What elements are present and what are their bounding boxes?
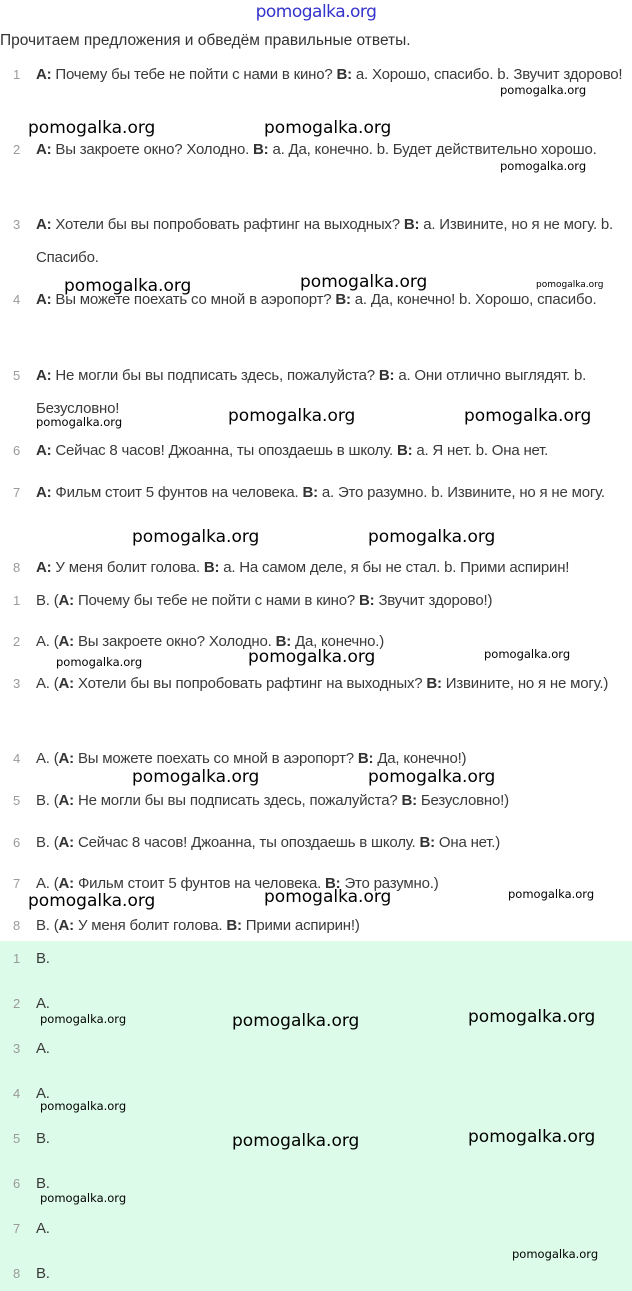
item-text: B. (A: Не могли бы вы подписать здесь, пожалуйста? B: Безусловно!)	[36, 792, 509, 809]
answer-letter: B.	[36, 792, 50, 809]
task-intro: Прочитаем предложения и обведём правильные ответы.	[0, 32, 411, 49]
watermark: pomogalka.org	[368, 527, 496, 547]
question-text: Не могли бы вы подписать здесь, пожалуйста?	[55, 367, 375, 384]
options-text: а. Хорошо, спасибо. b. Звучит здорово!	[355, 66, 623, 83]
answer-letter: A.	[36, 633, 50, 650]
answer-text: Извините, но я не могу.)	[445, 675, 609, 692]
item-number: 7	[13, 876, 21, 891]
speaker-a-label: A:	[36, 484, 52, 501]
speaker-a-label: A:	[36, 367, 52, 384]
speaker-b-label: B:	[325, 875, 341, 892]
explained-item	[0, 667, 630, 700]
speaker-b-label: B:	[335, 291, 351, 308]
watermark: pomogalka.org	[468, 1007, 596, 1027]
speaker-b-label: B:	[401, 792, 417, 809]
answer-text: Это разумно.)	[344, 875, 439, 892]
watermark: pomogalka.org	[508, 887, 595, 901]
answer-letter: B.	[36, 917, 50, 934]
speaker-a-label: A:	[58, 875, 74, 892]
question-text: Вы можете поехать со мной в аэропорт?	[55, 291, 332, 308]
item-number: 2	[13, 996, 21, 1011]
answer-letter: A.	[36, 1085, 50, 1102]
speaker-a-label: A:	[36, 291, 52, 308]
answer-letter: A.	[36, 675, 50, 692]
answer-text: Да, конечно.)	[294, 633, 385, 650]
answer-letter: A.	[36, 750, 50, 767]
watermark: pomogalka.org	[36, 415, 123, 429]
item-text: B. (A: У меня болит голова. B: Прими аспирин!)	[36, 917, 360, 934]
speaker-a-label: A:	[36, 559, 52, 576]
watermark: pomogalka.org	[132, 527, 260, 547]
watermark: pomogalka.org	[228, 406, 356, 426]
speaker-b-label: B:	[396, 442, 413, 459]
watermark: pomogalka.org	[64, 276, 192, 296]
options-text: а. На самом деле, я бы не стал. b. Прими аспирин!	[223, 559, 570, 576]
speaker-b-label: B:	[302, 484, 318, 501]
speaker-a-label: A:	[58, 675, 74, 692]
item-number: 7	[13, 485, 21, 500]
item-text	[36, 208, 630, 274]
item-number: 4	[13, 292, 21, 307]
explained-item	[0, 826, 630, 859]
speaker-a-label: A:	[58, 633, 74, 650]
answer-letter: B.	[36, 1130, 50, 1147]
watermark: pomogalka.org	[500, 83, 587, 97]
options-text: а. Я нет. b. Она нет.	[416, 442, 549, 459]
watermark: pomogalka.org	[40, 1012, 127, 1026]
options-text: а. Это разумно. b. Извините, но я не могу.	[321, 484, 605, 501]
item-text: B. (A: Почему бы тебе не пойти с нами в кино? B: Звучит здорово!)	[36, 592, 493, 609]
speaker-b-label: B:	[419, 834, 435, 851]
item-text	[36, 1032, 630, 1065]
item-number: 4	[13, 751, 21, 766]
item-number: 5	[13, 368, 21, 383]
explained-item	[0, 909, 630, 942]
options-text: а. Они отлично выглядят. b. Безусловно!	[36, 367, 587, 417]
speaker-a-label: A:	[36, 442, 52, 459]
answer-letter: B.	[36, 834, 50, 851]
question-text: Сейчас 8 часов! Джоанна, ты опоздаешь в школу.	[77, 834, 416, 851]
options-text: а. Да, конечно. b. Будет действительно хорошо.	[272, 141, 597, 158]
item-text: A. (A: Фильм стоит 5 фунтов на человека. B: Это разумно.)	[36, 875, 439, 892]
speaker-a-label: A:	[58, 834, 74, 851]
question-text: Почему бы тебе не пойти с нами в кино?	[77, 592, 356, 609]
site-logo[interactable]: pomogalka.org	[255, 2, 377, 22]
watermark: pomogalka.org	[28, 118, 156, 138]
watermark: pomogalka.org	[264, 887, 392, 907]
watermark: pomogalka.org	[368, 767, 496, 787]
speaker-b-label: B:	[226, 917, 242, 934]
speaker-b-label: B:	[426, 675, 442, 692]
answer-item	[0, 942, 630, 975]
speaker-a-label: A:	[58, 792, 74, 809]
watermark: pomogalka.org	[484, 647, 571, 661]
speaker-b-label: B:	[378, 367, 395, 384]
question-text: Вы можете поехать со мной в аэропорт?	[77, 750, 354, 767]
watermark: pomogalka.org	[232, 1011, 360, 1031]
question-text: Фильм стоит 5 фунтов на человека.	[77, 875, 322, 892]
watermark: pomogalka.org	[56, 655, 143, 669]
watermark: pomogalka.org	[300, 272, 428, 292]
item-number: 2	[13, 634, 21, 649]
speaker-a-label: A:	[36, 66, 52, 83]
item-number: 5	[13, 1131, 21, 1146]
question-text: Почему бы тебе не пойти с нами в кино?	[55, 66, 333, 83]
item-text: A. (A: Вы закроете окно? Холодно. B: Да, конечно.)	[36, 633, 385, 650]
watermark: pomogalka.org	[500, 159, 587, 173]
item-text	[36, 551, 630, 584]
question-text: Вы закроете окно? Холодно.	[55, 141, 250, 158]
item-text	[36, 476, 630, 509]
answer-letter: B.	[36, 1265, 50, 1282]
answer-item	[0, 1212, 630, 1245]
answer-text: Звучит здорово!)	[378, 592, 493, 609]
explained-item	[0, 584, 630, 617]
question-text: У меня болит голова.	[55, 559, 200, 576]
item-number: 1	[13, 951, 21, 966]
exercise-item	[0, 551, 630, 584]
item-text	[36, 1257, 630, 1290]
answer-letter: B.	[36, 1175, 50, 1192]
item-text	[36, 1212, 630, 1245]
watermark: pomogalka.org	[28, 891, 156, 911]
exercise-item	[0, 476, 630, 509]
speaker-a-label: A:	[58, 750, 74, 767]
answer-text: Да, конечно!)	[377, 750, 467, 767]
exercise-item	[0, 208, 630, 274]
question-text: У меня болит голова.	[77, 917, 223, 934]
item-number: 5	[13, 793, 21, 808]
watermark: pomogalka.org	[40, 1191, 127, 1205]
speaker-b-label: B:	[403, 216, 420, 233]
question-text: Хотели бы вы попробовать рафтинг на выходных?	[77, 675, 423, 692]
speaker-b-label: B:	[203, 559, 220, 576]
item-number: 8	[13, 918, 21, 933]
question-text: Сейчас 8 часов! Джоанна, ты опоздаешь в школу.	[55, 442, 393, 459]
answer-letter: A.	[36, 1040, 50, 1057]
question-text: Хотели бы вы попробовать рафтинг на выходных?	[55, 216, 400, 233]
item-number: 6	[13, 443, 21, 458]
item-number: 7	[13, 1221, 21, 1236]
watermark: pomogalka.org	[40, 1099, 127, 1113]
speaker-b-label: B:	[253, 141, 269, 158]
item-number: 3	[13, 1041, 21, 1056]
answer-item	[0, 1257, 630, 1290]
speaker-a-label: A:	[58, 592, 74, 609]
item-text: B. (A: Сейчас 8 часов! Джоанна, ты опоздаешь в школу. B: Она нет.)	[36, 834, 501, 851]
item-text	[36, 942, 630, 975]
speaker-a-label: A:	[58, 917, 74, 934]
item-number: 3	[13, 676, 21, 691]
answer-text: Она нет.)	[438, 834, 501, 851]
speaker-b-label: B:	[357, 750, 374, 767]
watermark: pomogalka.org	[232, 1131, 360, 1151]
options-text: а. Извините, но я не могу. b. Спасибо.	[36, 216, 614, 266]
item-number: 3	[13, 217, 21, 232]
explained-item	[0, 742, 630, 775]
watermark: pomogalka.org	[468, 1127, 596, 1147]
answer-item	[0, 1032, 630, 1065]
answer-letter: A.	[36, 995, 50, 1012]
question-text: Вы закроете окно? Холодно.	[77, 633, 272, 650]
answer-letter: B.	[36, 950, 50, 967]
answer-text: Прими аспирин!)	[245, 917, 360, 934]
item-text: A. (A: Вы можете поехать со мной в аэропорт? B: Да, конечно!)	[36, 750, 467, 767]
speaker-b-label: B:	[336, 66, 352, 83]
item-number: 8	[13, 1266, 21, 1281]
options-text: а. Да, конечно! b. Хорошо, спасибо.	[354, 291, 597, 308]
answer-letter: A.	[36, 1220, 50, 1237]
speaker-b-label: B:	[275, 633, 292, 650]
item-number: 2	[13, 142, 21, 157]
speaker-a-label: A:	[36, 141, 52, 158]
item-number: 4	[13, 1086, 21, 1101]
watermark: pomogalka.org	[264, 118, 392, 138]
watermark: pomogalka.org	[132, 767, 260, 787]
speaker-b-label: B:	[359, 592, 375, 609]
watermark: pomogalka.org	[512, 1247, 599, 1261]
item-text: A. (A: Хотели бы вы попробовать рафтинг на выходных? B: Извините, но я не могу.)	[36, 675, 609, 692]
watermark: pomogalka.org	[536, 280, 604, 290]
explained-item	[0, 784, 630, 817]
item-number: 1	[13, 593, 21, 608]
watermark: pomogalka.org	[248, 647, 376, 667]
answer-letter: B.	[36, 592, 50, 609]
question-text: Не могли бы вы подписать здесь, пожалуйста?	[77, 792, 398, 809]
item-number: 6	[13, 835, 21, 850]
watermark: pomogalka.org	[464, 406, 592, 426]
answer-text: Безусловно!)	[420, 792, 509, 809]
exercise-item	[0, 434, 630, 467]
answer-letter: A.	[36, 875, 50, 892]
question-text: Фильм стоит 5 фунтов на человека.	[55, 484, 299, 501]
speaker-a-label: A:	[36, 216, 52, 233]
item-text	[36, 434, 630, 467]
item-number: 1	[13, 67, 21, 82]
item-number: 6	[13, 1176, 21, 1191]
item-number: 8	[13, 560, 21, 575]
